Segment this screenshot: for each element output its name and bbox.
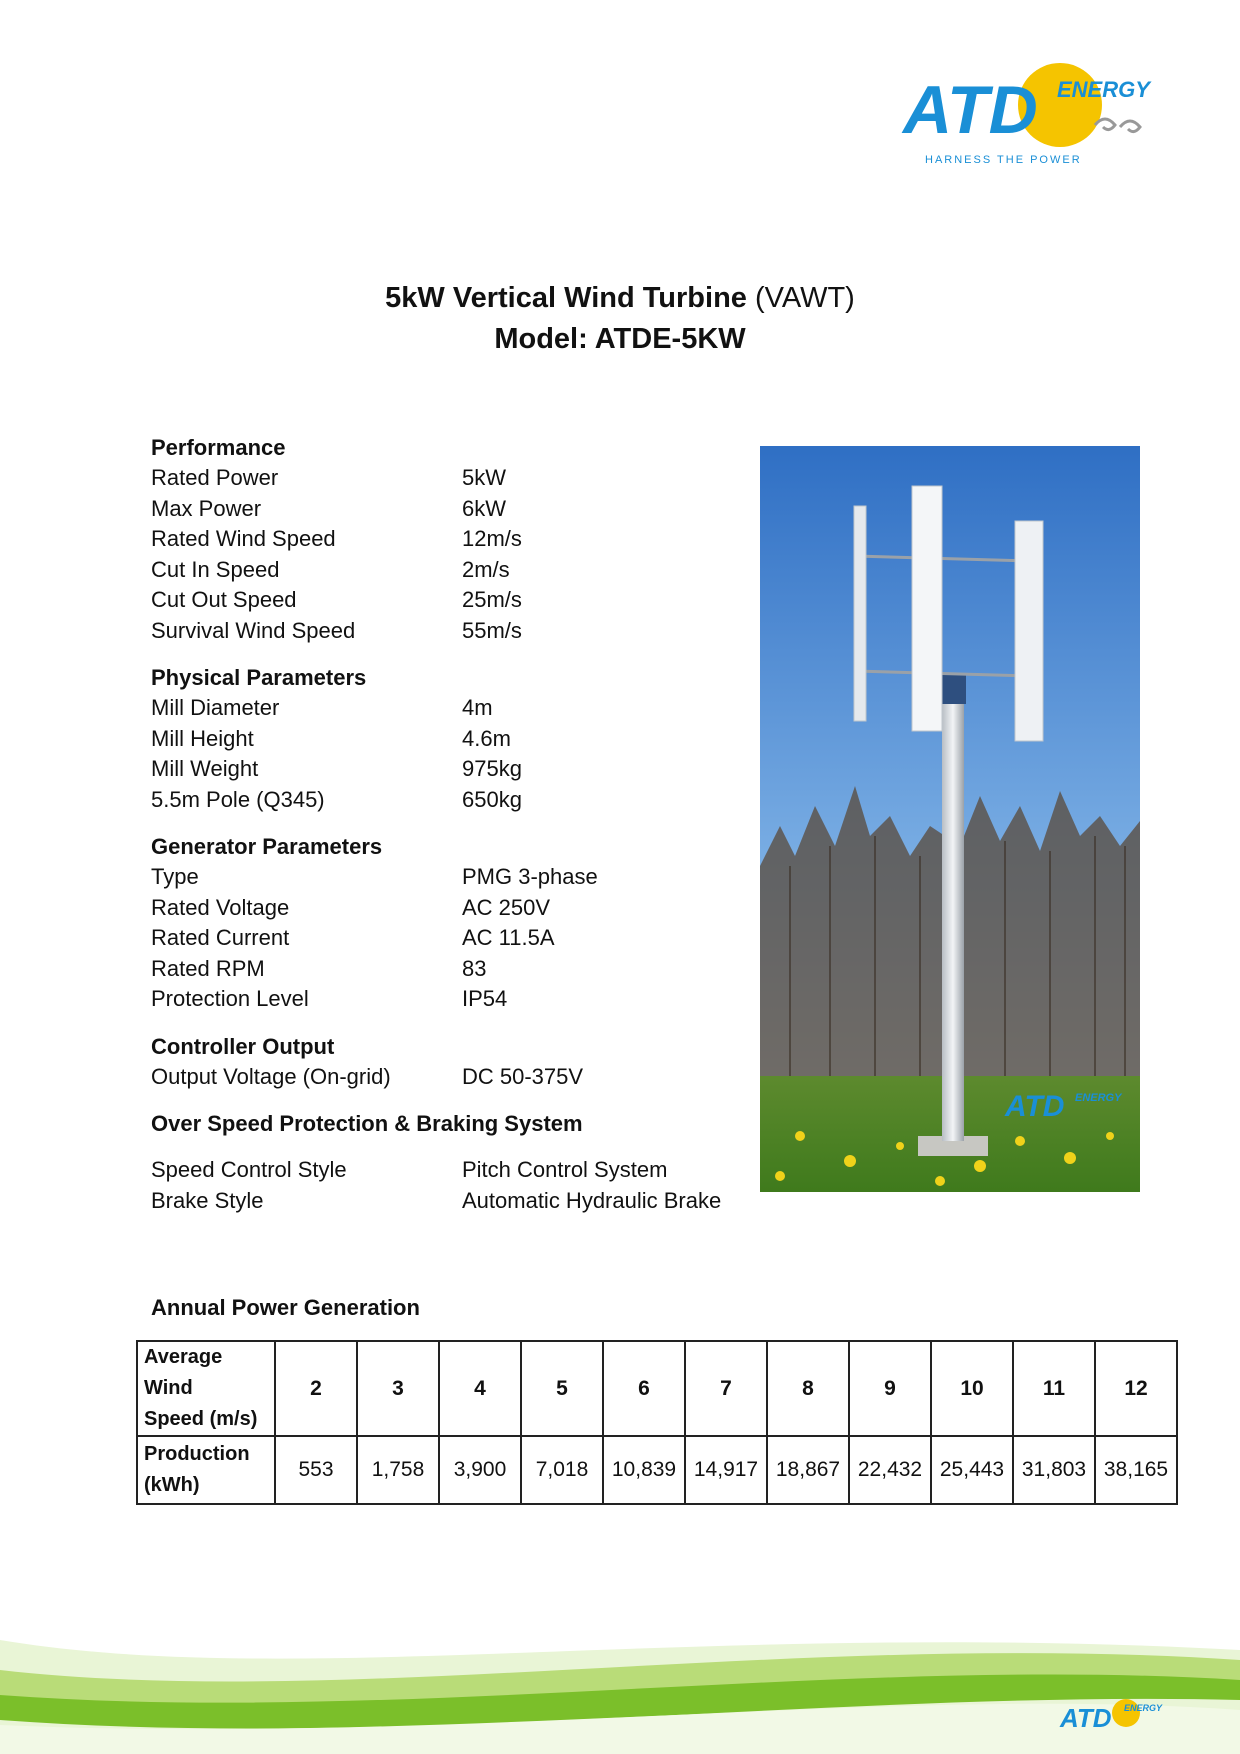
table-cell: 6 xyxy=(603,1341,685,1436)
spec-label: Cut In Speed xyxy=(151,556,280,582)
spec-row xyxy=(151,524,751,555)
spec-value: PMG 3-phase xyxy=(462,864,598,889)
title-main: 5kW Vertical Wind Turbine xyxy=(385,282,755,314)
spec-value: AC 11.5A xyxy=(462,925,555,950)
spec-value: 4m xyxy=(462,695,493,720)
table-cell: 18,867 xyxy=(767,1436,849,1504)
spec-label: Rated Voltage xyxy=(151,894,290,920)
model-title: Model: ATDE-5KW xyxy=(494,323,746,355)
section-heading: Controller Output xyxy=(151,1033,335,1059)
spec-label: Rated Wind Speed xyxy=(151,526,336,551)
spec-row xyxy=(151,616,751,647)
braking-section xyxy=(151,1108,751,1216)
table-cell: 11 xyxy=(1013,1341,1095,1436)
spec-row xyxy=(151,893,751,924)
photo-watermark-brand: ATD xyxy=(1005,1090,1065,1123)
table-cell: 3,900 xyxy=(439,1436,521,1504)
spec-row xyxy=(151,724,751,755)
spec-label: Output Voltage (On-grid) xyxy=(151,1063,391,1089)
spec-value: Automatic Hydraulic Brake xyxy=(462,1187,722,1213)
table-cell: 12 xyxy=(1095,1341,1177,1436)
section-heading: Physical Parameters xyxy=(151,665,367,690)
table-cell: 25,443 xyxy=(931,1436,1013,1504)
spec-value: 6kW xyxy=(462,495,506,521)
spec-label: Cut Out Speed xyxy=(151,587,297,612)
spec-row xyxy=(151,862,751,893)
table-row xyxy=(137,1436,1177,1504)
page-title xyxy=(0,282,1240,315)
table-cell: 7,018 xyxy=(521,1436,603,1504)
table-cell: 1,758 xyxy=(357,1436,439,1504)
turbine-pole xyxy=(942,681,964,1141)
title-abbrev: (VAWT) xyxy=(754,282,855,314)
spec-row xyxy=(151,585,751,616)
table-cell: 553 xyxy=(275,1436,357,1504)
table-cell: 9 xyxy=(849,1341,931,1436)
spec-row xyxy=(151,693,751,724)
table-row xyxy=(137,1341,1177,1436)
spec-value: AC 250V xyxy=(462,894,551,920)
turbine-photo xyxy=(760,446,1140,1192)
footer-logo-sub: ENERGY xyxy=(1124,1703,1163,1713)
table-cell: 3 xyxy=(357,1341,439,1436)
spec-label: Rated Current xyxy=(151,925,290,950)
turbine-blade xyxy=(912,486,942,731)
table-cell: 10 xyxy=(931,1341,1013,1436)
generator-section xyxy=(151,831,751,1015)
spec-row xyxy=(151,1186,751,1217)
spec-value: 83 xyxy=(462,955,487,981)
spec-row xyxy=(151,1062,751,1093)
swirl-icon xyxy=(1095,119,1140,132)
turbine-blade xyxy=(1015,521,1043,741)
spec-label: Brake Style xyxy=(151,1187,264,1213)
spec-value: 5kW xyxy=(462,465,506,490)
table-cell: 31,803 xyxy=(1013,1436,1095,1504)
spec-label: 5.5m Pole (Q345) xyxy=(151,786,325,812)
logo-sub-brand: ENERGY xyxy=(1057,77,1150,102)
spec-row xyxy=(151,785,751,816)
spec-value: 975kg xyxy=(462,756,522,781)
spec-row xyxy=(151,923,751,954)
table-cell: 14,917 xyxy=(685,1436,767,1504)
spec-row xyxy=(151,954,751,985)
spec-value: 2m/s xyxy=(462,556,510,582)
spec-label: Protection Level xyxy=(151,986,309,1011)
spec-row xyxy=(151,555,751,586)
table-cell: 38,165 xyxy=(1095,1436,1177,1504)
spec-label: Mill Diameter xyxy=(151,695,280,720)
row-header xyxy=(137,1341,275,1436)
spec-value: DC 50-375V xyxy=(462,1063,584,1089)
section-heading: Over Speed Protection & Braking System xyxy=(151,1111,583,1136)
table-cell: 2 xyxy=(275,1341,357,1436)
annual-heading: Annual Power Generation xyxy=(151,1295,420,1320)
footer-logo-brand: ATD xyxy=(1060,1703,1112,1733)
table-cell: 10,839 xyxy=(603,1436,685,1504)
performance-section xyxy=(151,432,751,646)
spec-label: Speed Control Style xyxy=(151,1157,347,1182)
row-header-line: Speed (m/s) xyxy=(144,1408,258,1430)
spec-row xyxy=(151,463,751,494)
spec-label: Type xyxy=(151,864,199,889)
table-cell: 8 xyxy=(767,1341,849,1436)
physical-section xyxy=(151,662,751,815)
spec-list xyxy=(151,432,751,1232)
spec-value: 55m/s xyxy=(462,617,522,643)
row-header-line: Average Wind xyxy=(144,1346,223,1399)
turbine-hub xyxy=(942,674,966,704)
atd-energy-logo xyxy=(895,55,1185,175)
logo-tagline: HARNESS THE POWER xyxy=(925,154,1082,166)
photo-watermark-sub: ENERGY xyxy=(1075,1092,1122,1104)
footer-swoosh xyxy=(0,1600,1240,1754)
section-heading: Performance xyxy=(151,435,286,460)
spec-label: Rated Power xyxy=(151,465,279,490)
spec-value: Pitch Control System xyxy=(462,1157,668,1182)
spec-value: 4.6m xyxy=(462,725,511,751)
spec-value: 25m/s xyxy=(462,587,522,612)
footer-logo xyxy=(1058,1695,1168,1735)
spec-label: Max Power xyxy=(151,495,262,521)
spec-value: 12m/s xyxy=(462,526,522,551)
row-header-line: (kWh) xyxy=(144,1474,200,1496)
spec-label: Rated RPM xyxy=(151,955,265,981)
table-cell: 4 xyxy=(439,1341,521,1436)
spec-label: Mill Height xyxy=(151,725,254,751)
logo-brand: ATD xyxy=(903,72,1038,148)
annual-generation-table xyxy=(136,1340,1178,1505)
spec-row xyxy=(151,494,751,525)
spec-value: 650kg xyxy=(462,786,522,812)
spec-row xyxy=(151,984,751,1015)
spec-value: IP54 xyxy=(462,986,508,1011)
row-header xyxy=(137,1436,275,1504)
table-cell: 22,432 xyxy=(849,1436,931,1504)
table-cell: 5 xyxy=(521,1341,603,1436)
turbine-blade xyxy=(854,506,866,721)
spec-label: Mill Weight xyxy=(151,756,259,781)
table-cell: 7 xyxy=(685,1341,767,1436)
controller-section xyxy=(151,1031,751,1093)
row-header-line: Production xyxy=(144,1443,250,1465)
spec-row xyxy=(151,1155,751,1186)
spec-label: Survival Wind Speed xyxy=(151,617,356,643)
section-heading: Generator Parameters xyxy=(151,834,383,859)
spec-row xyxy=(151,754,751,785)
